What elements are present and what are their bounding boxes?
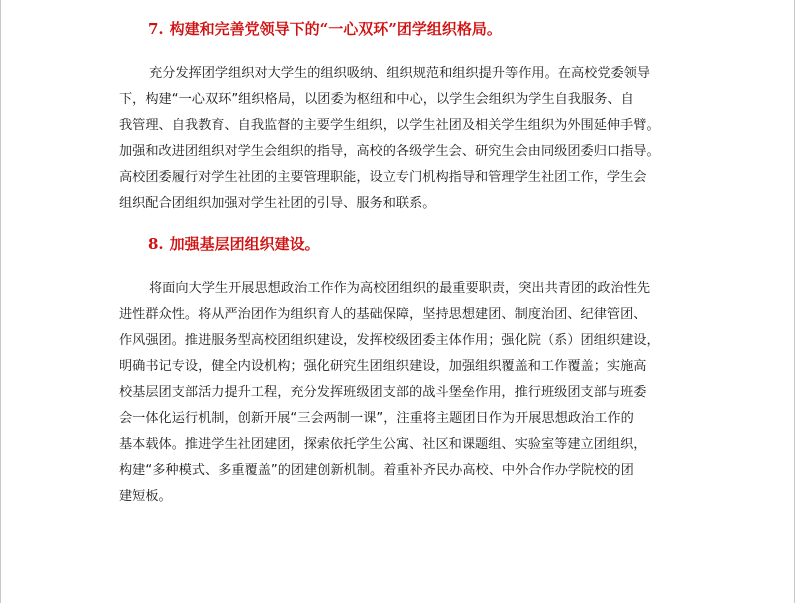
paragraph-line: 充分发挥团学组织对大学生的组织吸纳、组织规范和组织提升等作用。在高校党委领导: [149, 66, 651, 81]
paragraph-line: 会一体化运行机制，创新开展“三会两制一课”，注重将主题团日作为开展思想政治工作的: [119, 411, 634, 426]
paragraph-line: 组织配合团组织加强对学生社团的引导、服务和联系。: [119, 196, 436, 211]
paragraph-line: 明确书记专设，健全内设机构；强化研究生团组织建设，加强组织覆盖和工作覆盖；实施高: [119, 359, 647, 374]
section-8-title: 加强基层团组织建设。: [169, 235, 320, 253]
paragraph-line: 我管理、自我教育、自我监督的主要学生组织，以学生社团及相关学生组织为外围延伸手臂。: [119, 118, 660, 133]
section-8-heading: [148, 232, 684, 256]
paragraph-line: 校基层团支部活力提升工程，充分发挥班级团支部的战斗堡垒作用，推行班级团支部与班委: [119, 385, 647, 400]
section-7-number: 7.: [148, 20, 164, 38]
section-8-number: 8.: [148, 235, 164, 253]
paragraph-line: 下，构建“一心双环”组织格局，以团委为枢纽和中心，以学生会组织为学生自我服务、自: [119, 92, 634, 107]
document-content: [119, 14, 684, 510]
section-7-title: 构建和完善党领导下的“一心双环”团学组织格局。: [169, 20, 502, 38]
paragraph-line: 构建“多种模式、多重覆盖”的团建创新机制。着重补齐民办高校、中外合作办学院校的团: [119, 463, 634, 478]
paragraph-line: 基本载体。推进学生社团建团，探索依托学生公寓、社区和课题组、实验室等建立团组织，: [119, 437, 647, 452]
paragraph-line: 将面向大学生开展思想政治工作作为高校团组织的最重要职责，突出共青团的政治性先: [149, 281, 651, 296]
paragraph-line: 进性群众性。将从严治团作为组织育人的基础保障，坚持思想建团、制度治团、纪律管团、: [119, 307, 647, 322]
paragraph-line: 加强和改进团组织对学生会组织的指导，高校的各级学生会、研究生会由同级团委归口指导。: [119, 144, 660, 159]
section-8-paragraph: [119, 276, 684, 510]
paragraph-line: 高校团委履行对学生社团的主要管理职能，设立专门机构指导和管理学生社团工作，学生会: [119, 170, 647, 185]
paragraph-line: 作风强团。推进服务型高校团组织建设，发挥校级团委主体作用；强化院（系）团组织建设，: [119, 333, 660, 348]
paragraph-line: 建短板。: [119, 489, 172, 504]
section-7-paragraph: [119, 61, 684, 217]
section-7-heading: [148, 17, 684, 41]
